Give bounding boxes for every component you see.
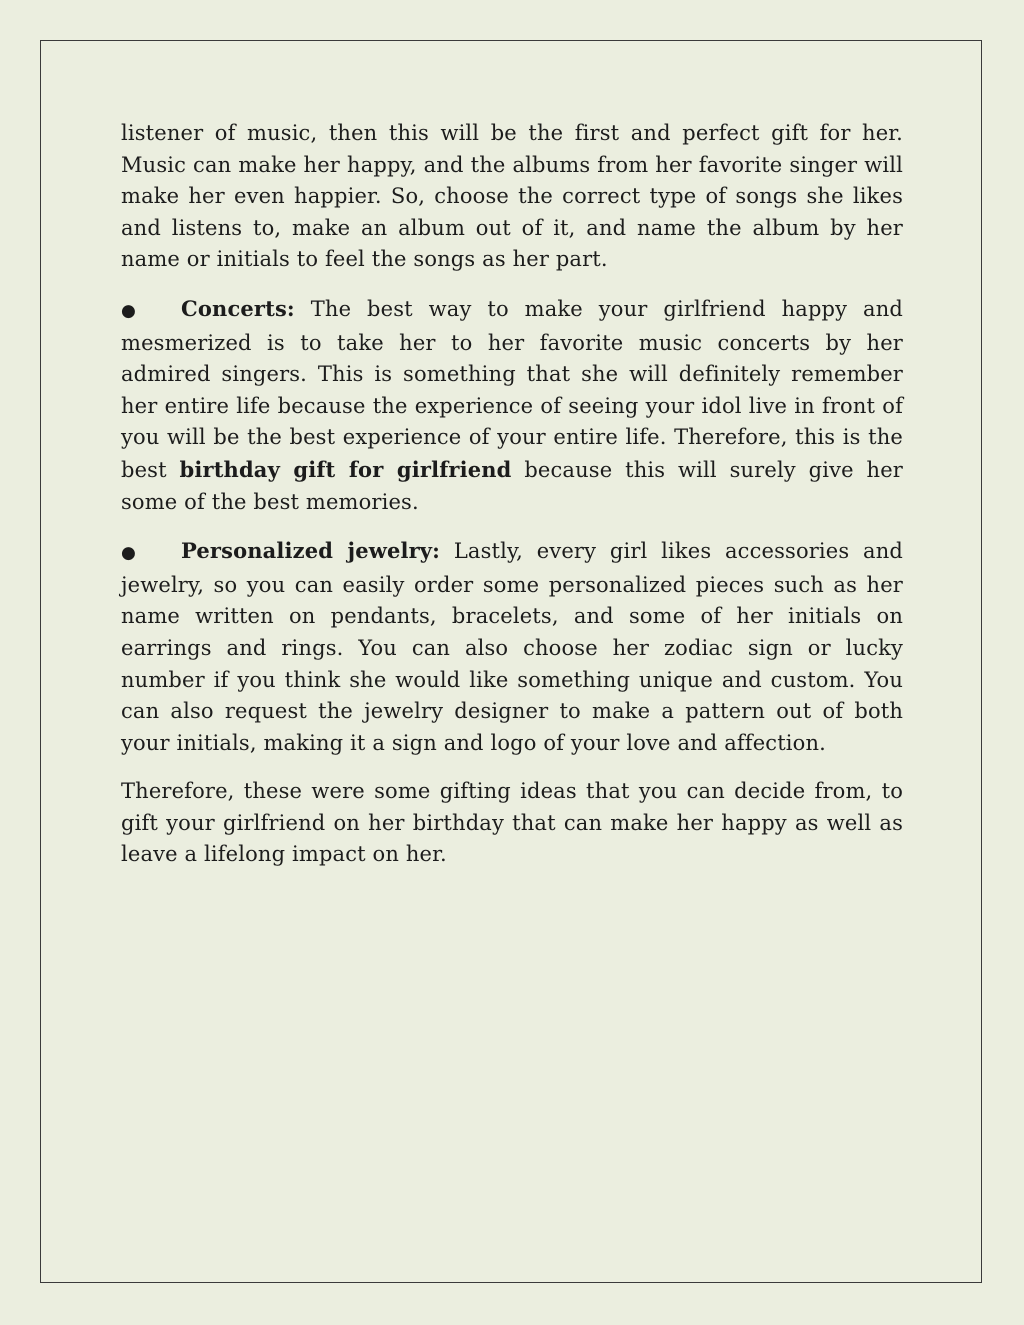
bullet-icon: ● (121, 300, 136, 321)
bullet-heading: Personalized jewelry: (181, 538, 441, 564)
bullet-text-end: because this will surely give her some of the best memories. (121, 457, 903, 514)
bullet-icon: ● (121, 543, 136, 564)
document-body (121, 118, 903, 888)
intro-paragraph: listener of music, then this will be the first and perfect gift for her. Music can make her happy, and the albums from her favorite singer will make her even happier. So, choose the correct type of songs she likes and listens to, make an album out of it, and name the album by her name or initials to feel the songs as her part. (121, 121, 903, 272)
bullet-text: The best way to make your girlfriend happy and mesmerized is to take her to her favorite music concerts by her admired singers. This is something that she will definitely remember her entire life because the experience of seeing your idol live in front of you will be the best experience of your entire life. Therefore, this is the best (121, 296, 903, 482)
keyword-emphasis: birthday gift for girlfriend (179, 456, 512, 482)
closing-paragraph: Therefore, these were some gifting ideas that you can decide from, to gift your girlfriend on her birthday that can make her happy as well as leave a lifelong impact on her. (121, 779, 903, 867)
bullet-heading: Concerts: (181, 295, 295, 321)
bullet-item-jewelry (121, 535, 903, 759)
bullet-text: Lastly, every girl likes accessories and jewelry, so you can easily order some personalized pieces such as her name written on pendants, bracelets, and some of her initials on earrings and rings. You can also choose her zodiac sign or lucky number if you think she would like something unique and custom. You can also request the jewelry designer to make a pattern out of both your initials, making it a sign and logo of your love and affection. (121, 539, 903, 755)
bullet-item-concerts (121, 293, 903, 518)
